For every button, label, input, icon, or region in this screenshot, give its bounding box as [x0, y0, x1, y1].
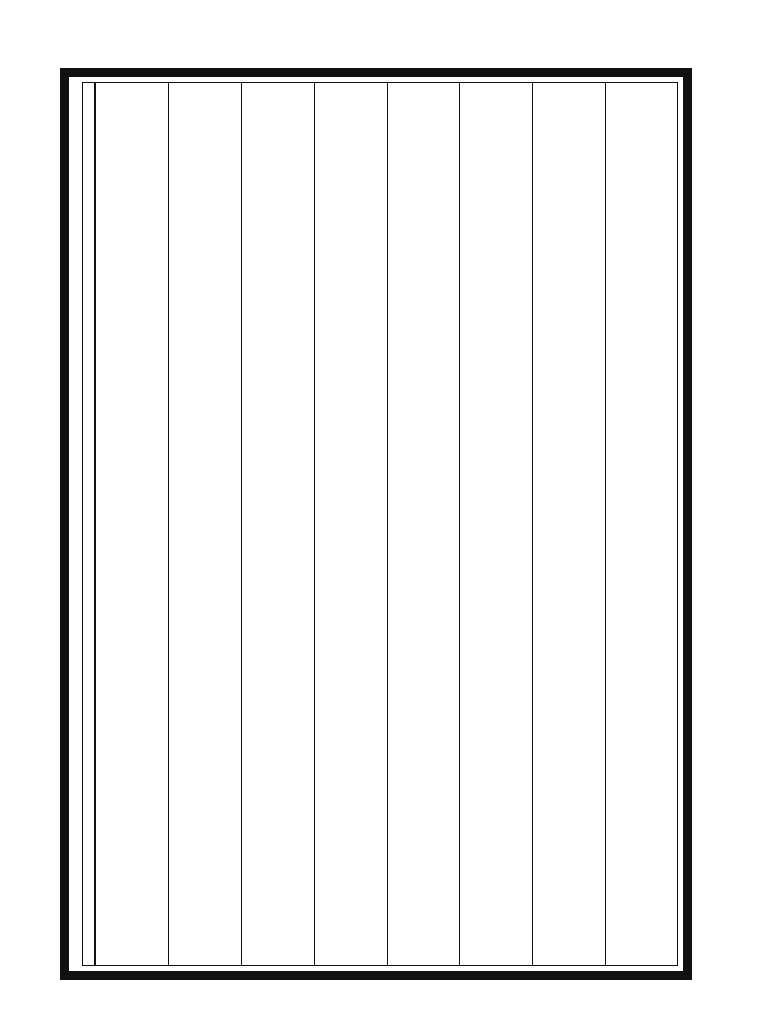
text-column-8: [96, 82, 168, 966]
text-column-4: [387, 82, 460, 966]
text-column-5: [314, 82, 387, 966]
text-columns: [96, 82, 678, 966]
text-column-6: [241, 82, 314, 966]
text-column-2: [532, 82, 605, 966]
text-column-7: [168, 82, 241, 966]
text-column-1: [605, 82, 678, 966]
text-column-3: [459, 82, 532, 966]
folio-number: [676, 640, 698, 700]
